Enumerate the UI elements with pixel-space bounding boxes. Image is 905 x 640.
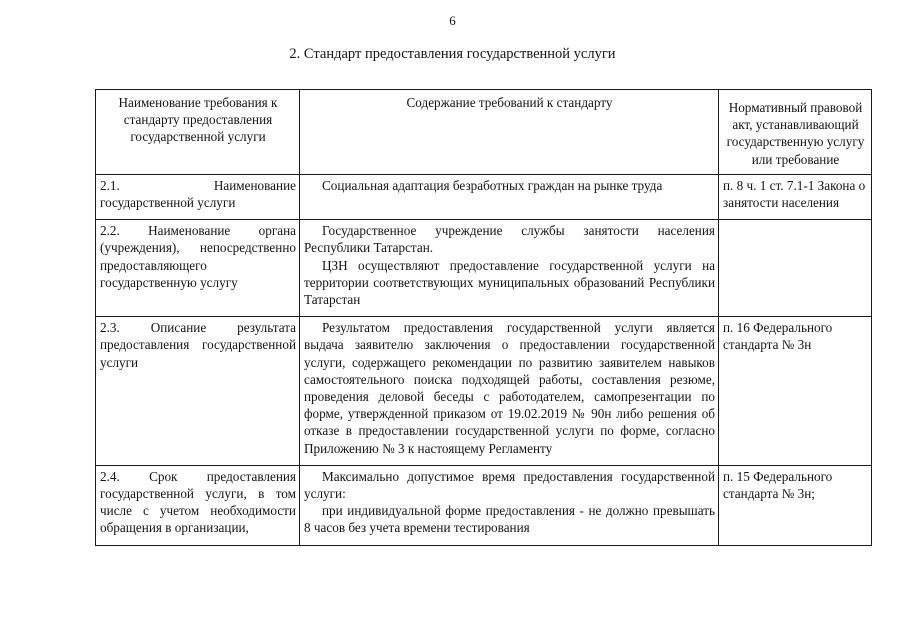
page-cutoff: [0, 569, 905, 640]
table-row: [96, 220, 872, 317]
row-legal-act: [719, 220, 872, 317]
content-paragraph: Результатом предоставления государственной услуги является выдача заявителю заключения о предоставлении государственной услуги, содержащего рекомендации по развитию заявителем навыков самостоятельного поиска подходящей работы, составления резюме, проведения деловой беседы с работодателем, самопрезентации по форме, утвержденной приказом от 19.02.2019 № 90н либо решения об отказе в предоставлении государственной услуги по форме, согласно Приложению № 3 к настоящему Регламенту: [304, 320, 715, 456]
table-row: [96, 174, 872, 219]
row-requirement: 2.1. Наименование государственной услуги: [96, 174, 300, 219]
header-legal-act: Нормативный правовой акт, устанавливающий государственную услугу или требование: [719, 90, 872, 175]
table-row: [96, 317, 872, 466]
row-legal-act: [719, 317, 872, 466]
table-row: [96, 465, 872, 545]
page-number: 6: [449, 13, 456, 28]
legal-act-text: п. 15 Федерального стандарта № 3н;: [723, 468, 833, 502]
content-paragraph: Государственное учреждение службы занятости населения Республики Татарстан.: [304, 223, 715, 256]
legal-act-text: п. 16 Федерального стандарта № 3н: [723, 320, 833, 353]
content-paragraph: при индивидуальной форме предоставления - не должно превышать 8 часов без учета времени тестирования: [304, 503, 715, 536]
content-paragraph: Максимально допустимое время предоставления государственной услуги:: [304, 468, 715, 502]
content-paragraph: Социальная адаптация безработных граждан на рынке труда: [322, 177, 663, 193]
row-legal-act: [719, 465, 872, 545]
row-content: [300, 220, 719, 317]
row-requirement: 2.3. Описание результата предоставления государственной услуги: [96, 317, 300, 466]
table-header-row: [96, 90, 872, 175]
row-legal-act: [719, 174, 872, 219]
row-requirement: 2.2. Наименование органа (учреждения), непосредственно предоставляющего государственную услугу: [96, 220, 300, 317]
row-content: [300, 317, 719, 466]
content-paragraph: ЦЗН осуществляют предоставление государственной услуги на территории соответствующих муниципальных образований Республики Татарстан: [304, 257, 715, 308]
header-content: Содержание требований к стандарту: [300, 90, 719, 175]
row-content: [300, 465, 719, 545]
row-content: [300, 174, 719, 219]
legal-act-text: п. 8 ч. 1 ст. 7.1-1 Закона о занятости населения: [723, 177, 866, 211]
header-requirement: Наименование требования к стандарту предоставления государственной услуги: [96, 90, 300, 175]
section-title: 2. Стандарт предоставления государственной услуги: [289, 46, 616, 62]
standard-table: [95, 89, 872, 546]
row-requirement: 2.4. Срок предоставления государственной услуги, в том числе с учетом необходимости обращения в организации,: [96, 465, 300, 545]
